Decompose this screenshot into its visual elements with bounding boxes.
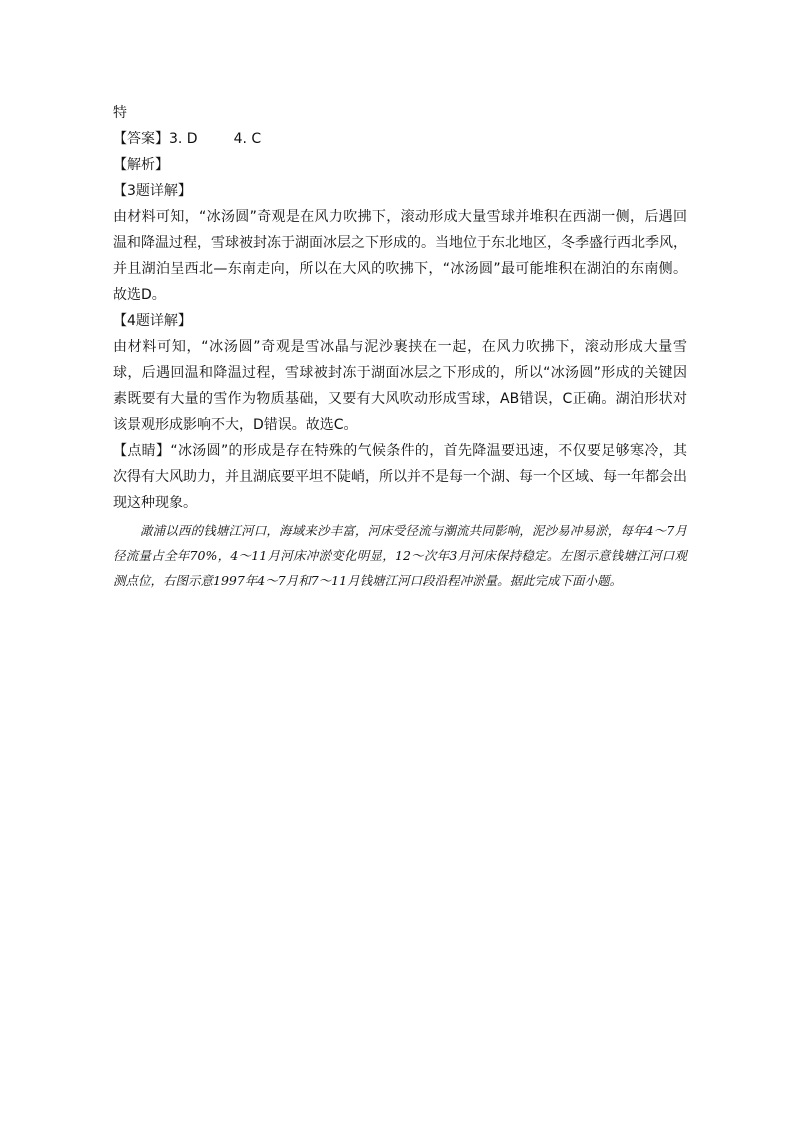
q4-detail-text: 由材料可知，“冰汤圆”奇观是雪冰晶与泥沙裹挟在一起，在风力吹拂下，滚动形成大量雪球，后遇回温和降温过程，雪球被封冻于湖面冰层之下形成的，所以“冰汤圆”形成的关键因素既要有大量的雪作为物质基础，又要有大风吹动形成雪球，AB错误，C正确。湖泊形状对该景观形成影响不大，D错误。故选C。 (113, 339, 687, 433)
answer-line (113, 126, 687, 152)
answer-label: 【答案】 (113, 131, 169, 147)
continued-text: 特 (113, 105, 127, 121)
comment-text: “冰汤圆”的形成是存在特殊的气候条件的，首先降温要迅速，不仅要足够寒冷，其次得有大风助力，并且湖底要平坦不陡峭，所以并不是每一个湖、每一个区域、每一年都会出现这种现象。 (113, 443, 687, 511)
answer-4: 4. C (233, 131, 262, 147)
analysis-label: 【解析】 (113, 157, 169, 173)
material-paragraph: 澉浦以西的钱塘江河口，海域来沙丰富，河床受径流与潮流共同影响，泥沙易冲易淤，每年4～7月径流量占全年70%，4～11月河床冲淤变化明显，12～次年3月河床保持稳定。左图示意钱塘江河口观测点位，右图示意1997年4～7月和7～11月钱塘江河口段沿程冲淤量。据此完成下面小题。 (113, 523, 687, 588)
document-content (113, 100, 687, 593)
q3-detail-text: 由材料可知，“冰汤圆”奇观是在风力吹拂下，滚动形成大量雪球并堆积在西湖一侧，后遇回温和降温过程，雪球被封冻于湖面冰层之下形成的。当地位于东北地区，冬季盛行西北季风，并且湖泊呈西北—东南走向，所以在大风的吹拂下，“冰汤圆”最可能堆积在湖泊的东南侧。故选D。 (113, 209, 687, 303)
q4-detail-label: 【4题详解】 (113, 313, 192, 329)
comment-paragraph (113, 438, 687, 516)
answer-3: 3. D (169, 131, 198, 147)
q3-detail-label: 【3题详解】 (113, 183, 192, 199)
comment-label: 【点睛】 (113, 443, 171, 459)
